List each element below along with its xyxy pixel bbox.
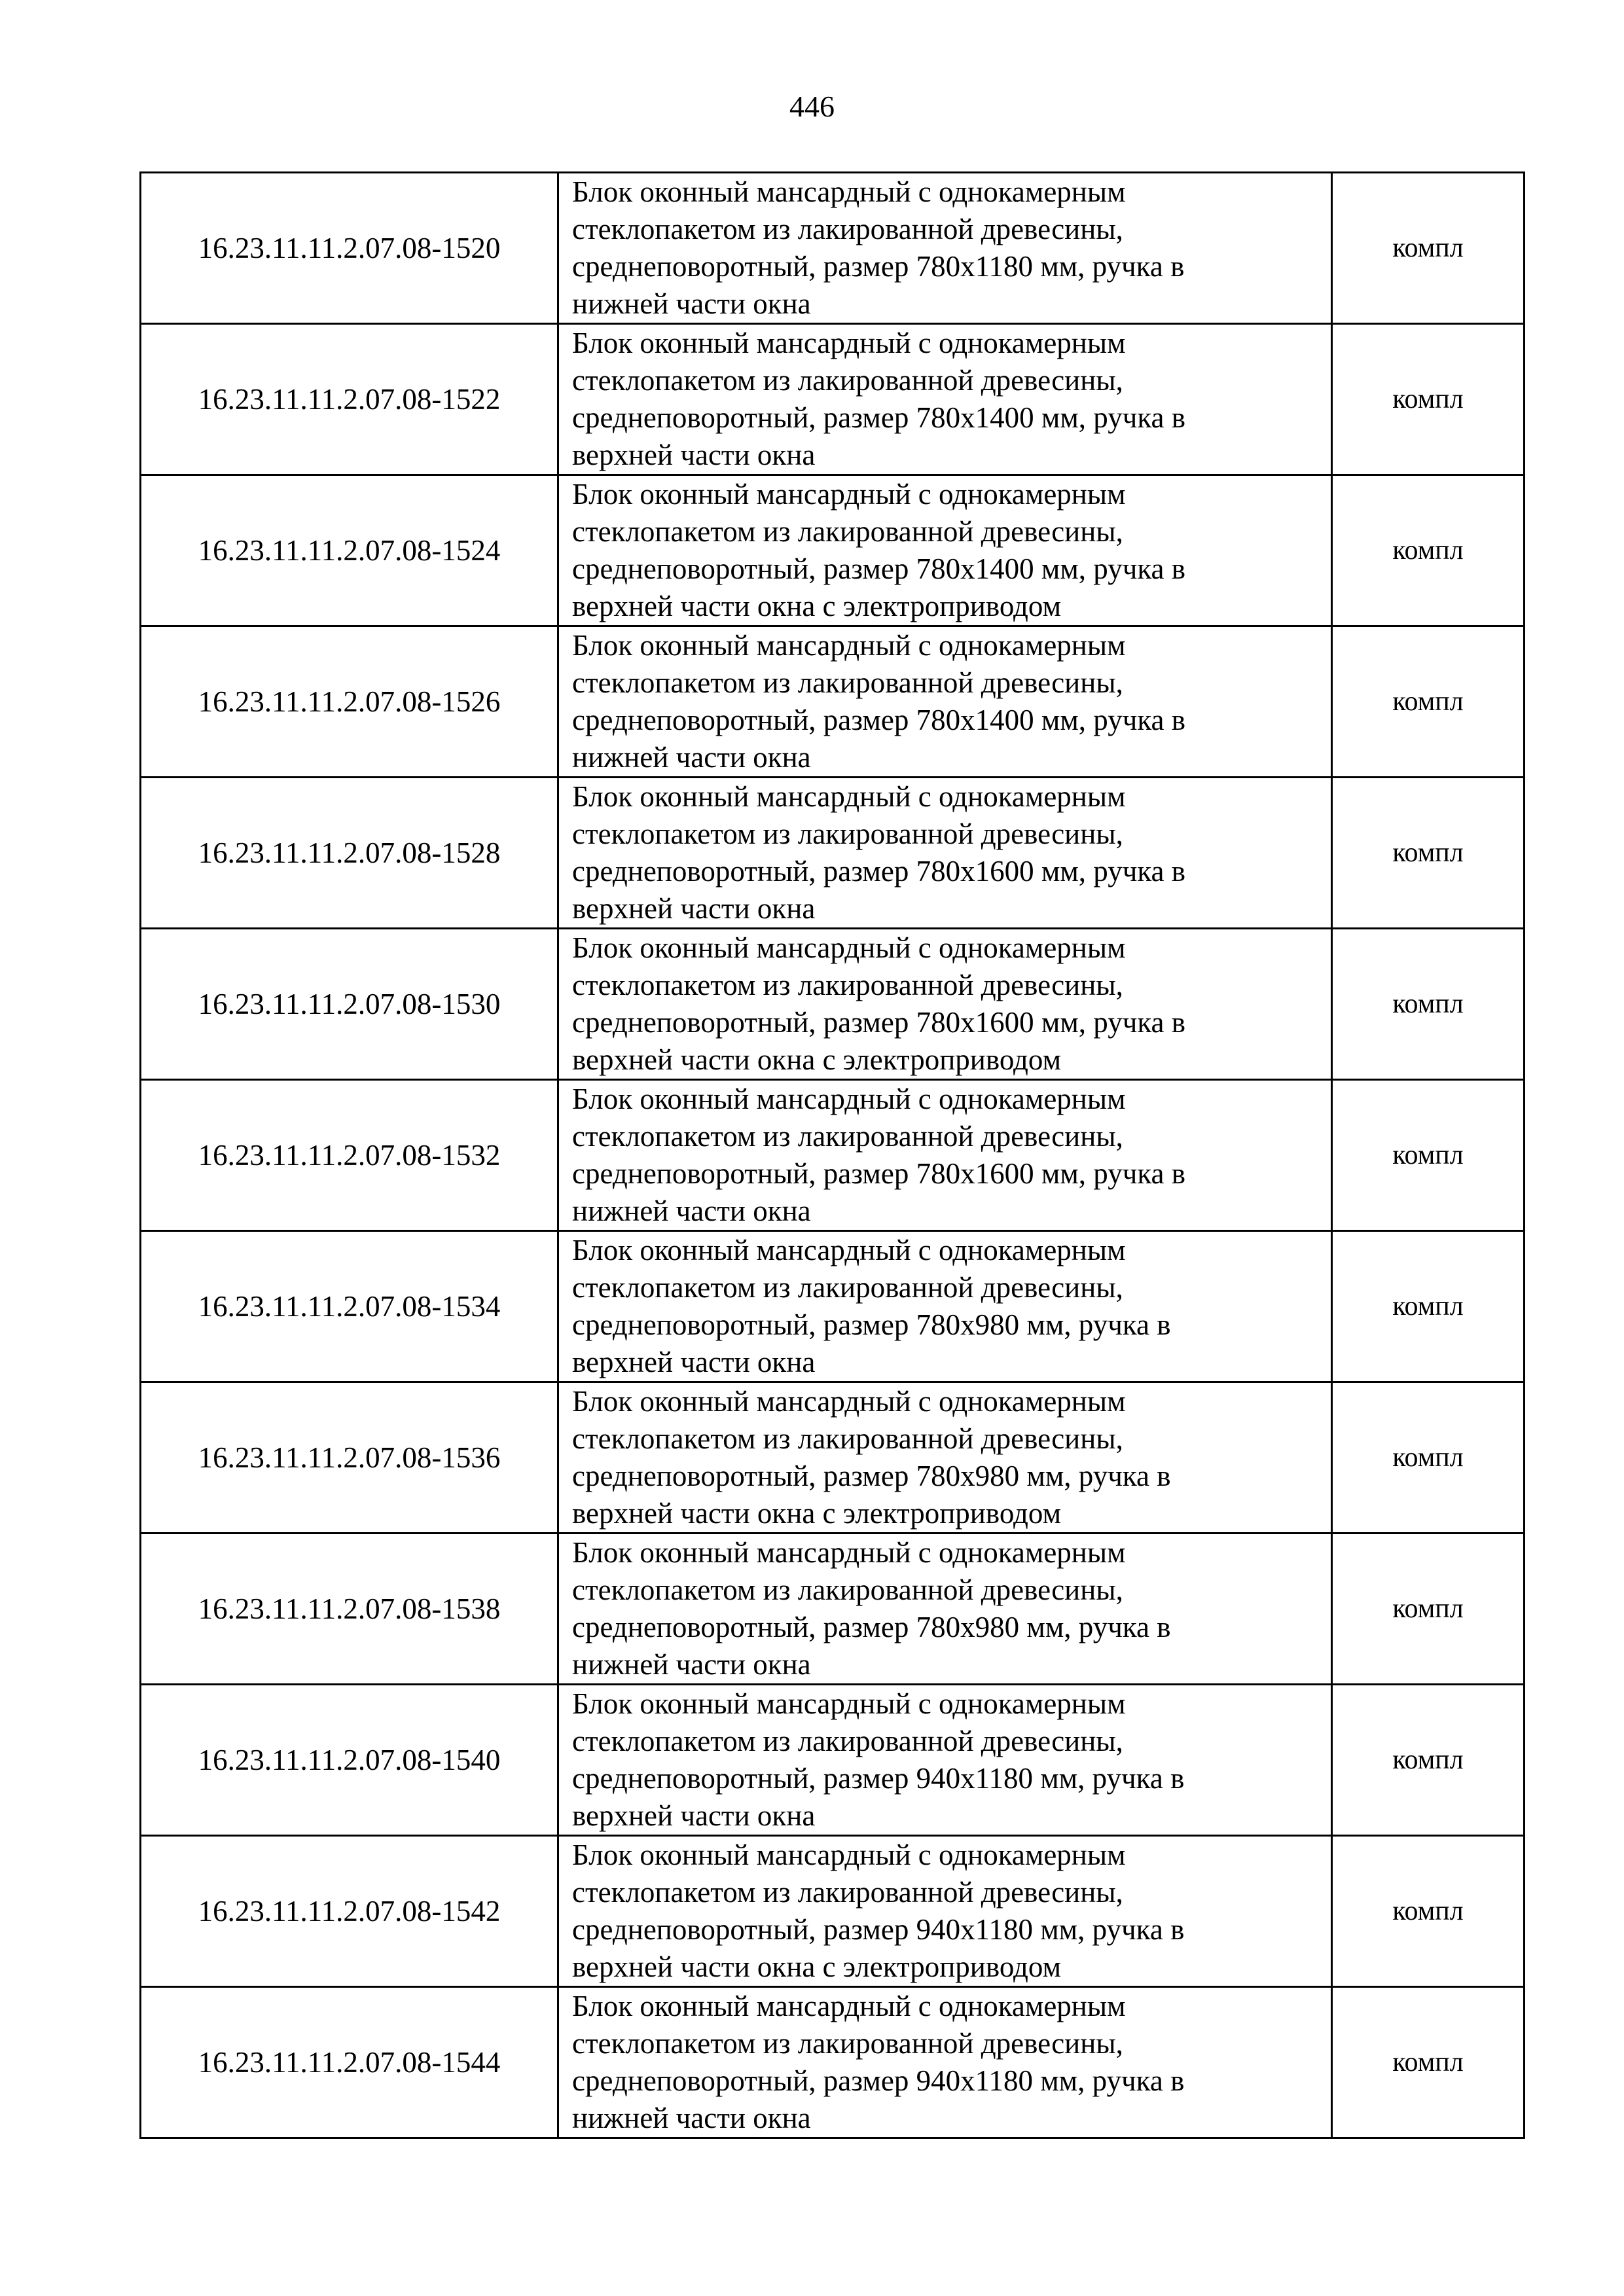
description-line: нижней части окна <box>572 741 811 774</box>
description-line: Блок оконный мансардный с однокамерным <box>572 1083 1126 1115</box>
table-row <box>141 1382 1525 1534</box>
description-line: верхней части окна с электроприводом <box>572 1950 1062 1983</box>
description-line: верхней части окна <box>572 439 816 471</box>
resource-code-cell: 16.23.11.11.2.07.08-1544 <box>141 1987 558 2138</box>
description-line: стеклопакетом из лакированной древесины, <box>572 1573 1123 1606</box>
resource-table-body <box>141 173 1525 2138</box>
resource-description-cell <box>558 626 1332 778</box>
resource-code-cell: 16.23.11.11.2.07.08-1534 <box>141 1231 558 1382</box>
description-line: среднеповоротный, размер 780х1600 мм, ручка в <box>572 1157 1186 1190</box>
description-line: Блок оконный мансардный с однокамерным <box>572 1234 1126 1266</box>
resource-code-cell: 16.23.11.11.2.07.08-1536 <box>141 1382 558 1534</box>
resource-code-cell: 16.23.11.11.2.07.08-1520 <box>141 173 558 324</box>
unit-cell: компл <box>1332 173 1525 324</box>
description-line: стеклопакетом из лакированной древесины, <box>572 969 1123 1001</box>
description-line: среднеповоротный, размер 780х1400 мм, ручка в <box>572 401 1186 434</box>
description-line: стеклопакетом из лакированной древесины, <box>572 1271 1123 1304</box>
resource-code-cell: 16.23.11.11.2.07.08-1532 <box>141 1080 558 1231</box>
description-line: нижней части окна <box>572 2102 811 2134</box>
description-line: Блок оконный мансардный с однокамерным <box>572 327 1126 359</box>
description-line: среднеповоротный, размер 940х1180 мм, ручка в <box>572 1913 1185 1946</box>
table-row <box>141 1231 1525 1382</box>
description-line: стеклопакетом из лакированной древесины, <box>572 213 1123 245</box>
resource-description-cell <box>558 1534 1332 1685</box>
description-line: среднеповоротный, размер 780х1600 мм, ручка в <box>572 855 1186 888</box>
description-line: нижней части окна <box>572 1648 811 1681</box>
resource-description-cell <box>558 1231 1332 1382</box>
resource-description-cell <box>558 1987 1332 2138</box>
description-line: верхней части окна <box>572 1346 816 1378</box>
unit-cell: компл <box>1332 1836 1525 1987</box>
description-line: верхней части окна с электроприводом <box>572 1497 1062 1530</box>
resource-code-cell: 16.23.11.11.2.07.08-1542 <box>141 1836 558 1987</box>
unit-cell: компл <box>1332 1534 1525 1685</box>
resource-description-cell <box>558 1080 1332 1231</box>
resource-description-cell <box>558 173 1332 324</box>
table-row <box>141 475 1525 626</box>
table-row <box>141 626 1525 778</box>
resource-table <box>139 171 1525 2139</box>
page-number: 446 <box>789 90 835 123</box>
description-line: среднеповоротный, размер 780х1400 мм, ручка в <box>572 704 1186 736</box>
description-line: среднеповоротный, размер 780х1180 мм, ручка в <box>572 250 1185 283</box>
description-line: Блок оконный мансардный с однокамерным <box>572 1385 1126 1418</box>
description-line: среднеповоротный, размер 780х1600 мм, ручка в <box>572 1006 1186 1039</box>
resource-code-cell: 16.23.11.11.2.07.08-1540 <box>141 1685 558 1836</box>
description-line: нижней части окна <box>572 287 811 320</box>
description-line: Блок оконный мансардный с однокамерным <box>572 1687 1126 1720</box>
description-line: Блок оконный мансардный с однокамерным <box>572 931 1126 964</box>
description-line: стеклопакетом из лакированной древесины, <box>572 1725 1123 1757</box>
description-line: среднеповоротный, размер 780х980 мм, ручка в <box>572 1460 1171 1492</box>
description-line: среднеповоротный, размер 940х1180 мм, ручка в <box>572 1762 1185 1795</box>
description-line: стеклопакетом из лакированной древесины, <box>572 1876 1123 1909</box>
description-line: нижней части окна <box>572 1194 811 1227</box>
description-line: стеклопакетом из лакированной древесины, <box>572 364 1123 397</box>
description-line: верхней части окна <box>572 892 816 925</box>
unit-cell: компл <box>1332 1685 1525 1836</box>
table-row <box>141 324 1525 475</box>
description-line: среднеповоротный, размер 780х980 мм, ручка в <box>572 1308 1171 1341</box>
resource-code-cell: 16.23.11.11.2.07.08-1528 <box>141 778 558 929</box>
resource-code-cell: 16.23.11.11.2.07.08-1526 <box>141 626 558 778</box>
resource-description-cell <box>558 1382 1332 1534</box>
description-line: Блок оконный мансардный с однокамерным <box>572 478 1126 511</box>
table-row <box>141 778 1525 929</box>
description-line: стеклопакетом из лакированной древесины, <box>572 515 1123 548</box>
unit-cell: компл <box>1332 929 1525 1080</box>
description-line: стеклопакетом из лакированной древесины, <box>572 2027 1123 2060</box>
table-row <box>141 1080 1525 1231</box>
description-line: стеклопакетом из лакированной древесины, <box>572 666 1123 699</box>
description-line: Блок оконный мансардный с однокамерным <box>572 1839 1126 1871</box>
resource-code-cell: 16.23.11.11.2.07.08-1530 <box>141 929 558 1080</box>
resource-description-cell <box>558 778 1332 929</box>
description-line: Блок оконный мансардный с однокамерным <box>572 629 1126 662</box>
description-line: стеклопакетом из лакированной древесины, <box>572 817 1123 850</box>
unit-cell: компл <box>1332 1987 1525 2138</box>
resource-description-cell <box>558 324 1332 475</box>
unit-cell: компл <box>1332 1231 1525 1382</box>
description-line: среднеповоротный, размер 780х980 мм, ручка в <box>572 1611 1171 1643</box>
table-row <box>141 173 1525 324</box>
unit-cell: компл <box>1332 1080 1525 1231</box>
description-line: верхней части окна с электроприводом <box>572 1043 1062 1076</box>
description-line: стеклопакетом из лакированной древесины, <box>572 1422 1123 1455</box>
description-line: среднеповоротный, размер 780х1400 мм, ручка в <box>572 552 1186 585</box>
unit-cell: компл <box>1332 778 1525 929</box>
description-line: стеклопакетом из лакированной древесины, <box>572 1120 1123 1153</box>
unit-cell: компл <box>1332 324 1525 475</box>
table-row <box>141 1987 1525 2138</box>
resource-description-cell <box>558 475 1332 626</box>
description-line: верхней части окна с электроприводом <box>572 590 1062 622</box>
resource-description-cell <box>558 1685 1332 1836</box>
unit-cell: компл <box>1332 626 1525 778</box>
resource-code-cell: 16.23.11.11.2.07.08-1538 <box>141 1534 558 1685</box>
description-line: Блок оконный мансардный с однокамерным <box>572 1536 1126 1569</box>
description-line: среднеповоротный, размер 940х1180 мм, ручка в <box>572 2064 1185 2097</box>
description-line: Блок оконный мансардный с однокамерным <box>572 780 1126 813</box>
table-row <box>141 1534 1525 1685</box>
unit-cell: компл <box>1332 475 1525 626</box>
table-row <box>141 1685 1525 1836</box>
description-line: Блок оконный мансардный с однокамерным <box>572 1990 1126 2022</box>
description-line: Блок оконный мансардный с однокамерным <box>572 175 1126 208</box>
unit-cell: компл <box>1332 1382 1525 1534</box>
description-line: верхней части окна <box>572 1799 816 1832</box>
resource-description-cell <box>558 929 1332 1080</box>
table-row <box>141 929 1525 1080</box>
table-row <box>141 1836 1525 1987</box>
resource-code-cell: 16.23.11.11.2.07.08-1524 <box>141 475 558 626</box>
resource-description-cell <box>558 1836 1332 1987</box>
resource-code-cell: 16.23.11.11.2.07.08-1522 <box>141 324 558 475</box>
